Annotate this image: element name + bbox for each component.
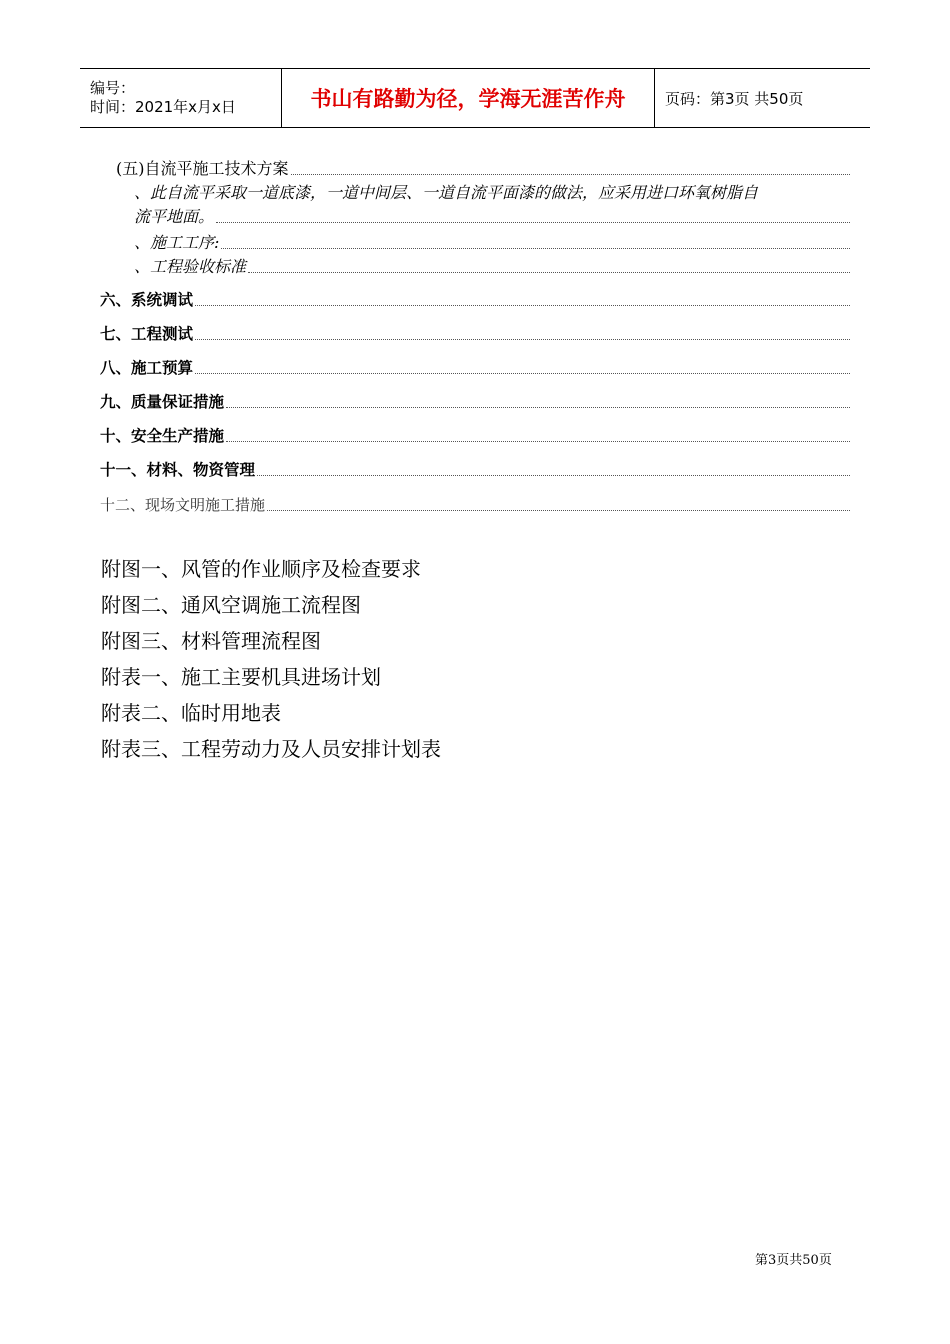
toc-entry[interactable]: 十一、材料、物资管理 (100, 458, 850, 480)
toc-entry[interactable]: 九、质量保证措施 (100, 390, 850, 412)
dot-leader (257, 474, 850, 476)
toc-entry-sub-item2[interactable]: 、施工工序: (134, 230, 850, 253)
toc-entry[interactable]: 八、施工预算 (100, 356, 850, 378)
appendix-item[interactable]: 附图一、风管的作业顺序及检查要求 (101, 557, 421, 581)
appendix-item[interactable]: 附图三、材料管理流程图 (101, 629, 321, 653)
dot-leader (226, 440, 850, 442)
header-motto (282, 69, 655, 127)
dot-leader (226, 406, 850, 408)
date-label: 时间：2021年x月x日 (90, 98, 236, 116)
toc-entry[interactable]: 七、工程测试 (100, 322, 850, 344)
dot-leader (248, 271, 850, 273)
page-header (80, 68, 870, 128)
dot-leader (195, 338, 850, 340)
dot-leader (195, 304, 850, 306)
header-page (655, 69, 870, 127)
appendix-item[interactable]: 附表一、施工主要机具进场计划 (101, 665, 381, 689)
page-footer: 第3页共50页 (755, 1253, 832, 1268)
table-of-contents (100, 150, 850, 530)
dot-leader (221, 247, 850, 249)
page-label: 页码：第3页 共50页 (665, 89, 804, 108)
header-meta (80, 69, 282, 127)
dot-leader (267, 509, 850, 511)
toc-entry-sub-item3[interactable]: 、工程验收标准 (134, 254, 850, 277)
appendix-item[interactable]: 附表三、工程劳动力及人员安排计划表 (101, 737, 441, 761)
toc-entry[interactable]: 十二、现场文明施工措施 (100, 494, 850, 515)
number-label: 编号： (90, 79, 136, 97)
appendix-item[interactable]: 附图二、通风空调施工流程图 (101, 593, 361, 617)
toc-entry[interactable]: 十、安全生产措施 (100, 424, 850, 446)
dot-leader (216, 221, 850, 223)
toc-entry-sub-item1-line2[interactable]: 流平地面。 (134, 204, 850, 227)
toc-entry[interactable]: 六、系统调试 (100, 288, 850, 310)
toc-entry-sub-title[interactable]: (五)自流平施工技术方案 (116, 156, 850, 179)
dot-leader (195, 372, 850, 374)
toc-entry-sub-item1-line1[interactable]: 、此自流平采取一道底漆，一道中间层、一道自流平面漆的做法，应采用进口环氧树脂自 (134, 183, 759, 202)
appendix-item[interactable]: 附表二、临时用地表 (101, 701, 281, 725)
motto-text: 书山有路勤为径，学海无涯苦作舟 (310, 87, 626, 111)
dot-leader (291, 173, 851, 175)
